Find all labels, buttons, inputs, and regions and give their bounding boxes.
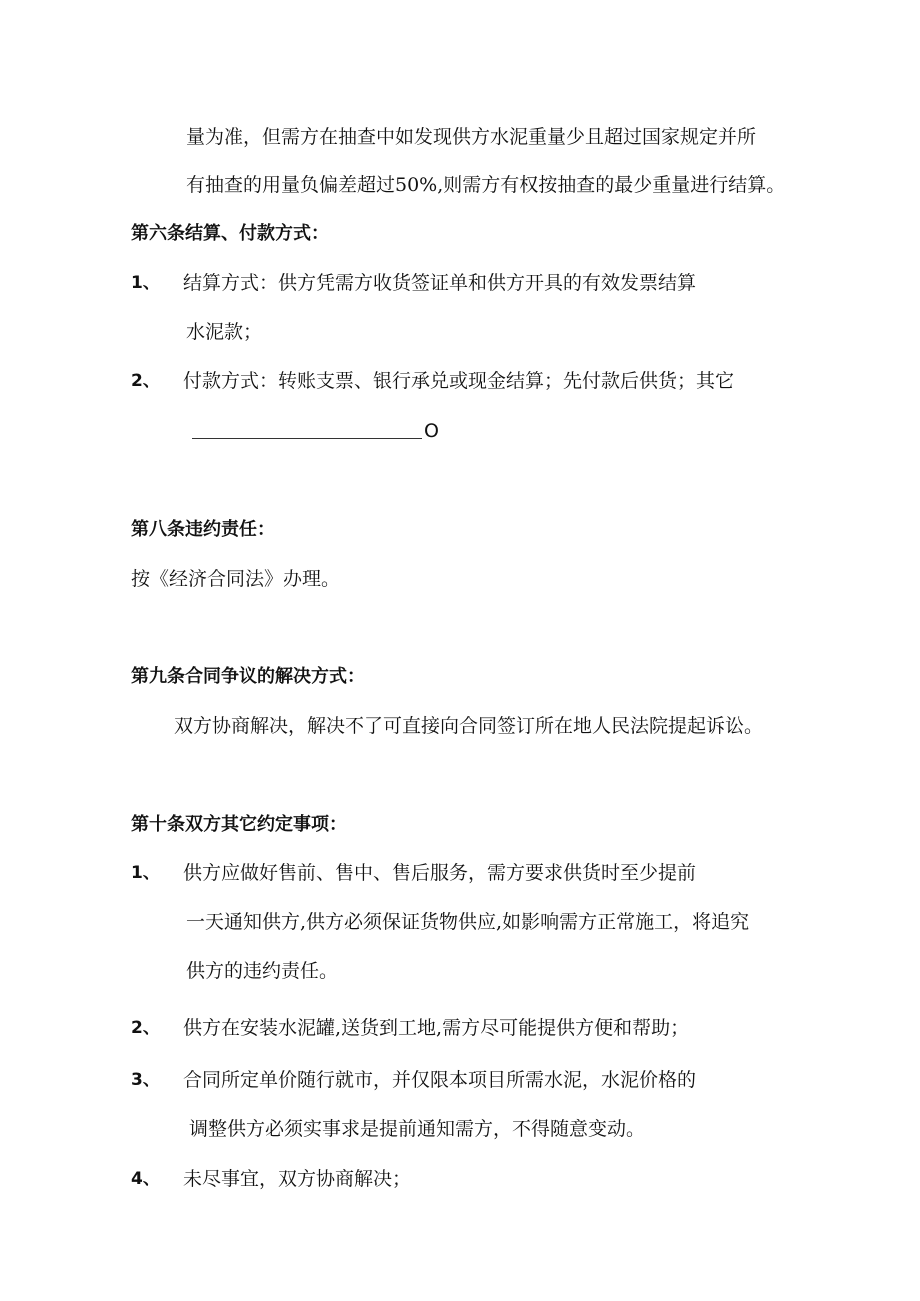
fill-in-blank [192, 438, 422, 439]
list-item-text: 未尽事宜，双方协商解决； [183, 1168, 412, 1190]
list-item-text: 合同所定单价随行就市，并仅限本项目所需水泥，水泥价格的 [183, 1069, 697, 1091]
paragraph-line: 双方协商解决，解决不了可直接向合同签订所在地人民法院提起诉讼。 [174, 715, 764, 737]
article-8-heading: 第八条违约责任： [131, 519, 275, 540]
list-number: 4、 [131, 1169, 160, 1189]
list-item-text: 供方应做好售前、售中、售后服务，需方要求供货时至少提前 [183, 862, 697, 884]
list-item-text: 调整供方必须实事求是提前通知需方，不得随意变动。 [189, 1118, 646, 1140]
list-item-text: 供方在安装水泥罐,送货到工地,需方尽可能提供方便和帮助； [183, 1017, 690, 1039]
list-item-text: 供方的违约责任。 [186, 960, 339, 982]
list-number: 1、 [131, 863, 160, 883]
list-item-text: 结算方式：供方凭需方收货签证单和供方开具的有效发票结算 [183, 272, 697, 294]
paragraph-line: 按《经济合同法》办理。 [131, 568, 341, 590]
article-6-heading: 第六条结算、付款方式： [131, 223, 329, 244]
list-item-text: 一天通知供方,供方必须保证货物供应,如影响需方正常施工，将追究 [186, 911, 750, 933]
list-number: 2、 [131, 371, 160, 391]
paragraph-line: 有抽查的用量负偏差超过50%,则需方有权按抽查的最少重量进行结算。 [186, 174, 786, 196]
blank-end-mark: O [424, 420, 439, 442]
list-item-text: 付款方式：转账支票、银行承兑或现金结算；先付款后供货；其它 [183, 370, 735, 392]
article-9-heading: 第九条合同争议的解决方式： [131, 666, 365, 687]
article-10-heading: 第十条双方其它约定事项： [131, 814, 347, 835]
list-number: 1、 [131, 273, 160, 293]
list-number: 2、 [131, 1018, 160, 1038]
list-number: 3、 [131, 1070, 160, 1090]
paragraph-line: 量为准，但需方在抽查中如发现供方水泥重量少且超过国家规定并所 [186, 126, 757, 148]
list-item-text: 水泥款； [186, 321, 263, 343]
